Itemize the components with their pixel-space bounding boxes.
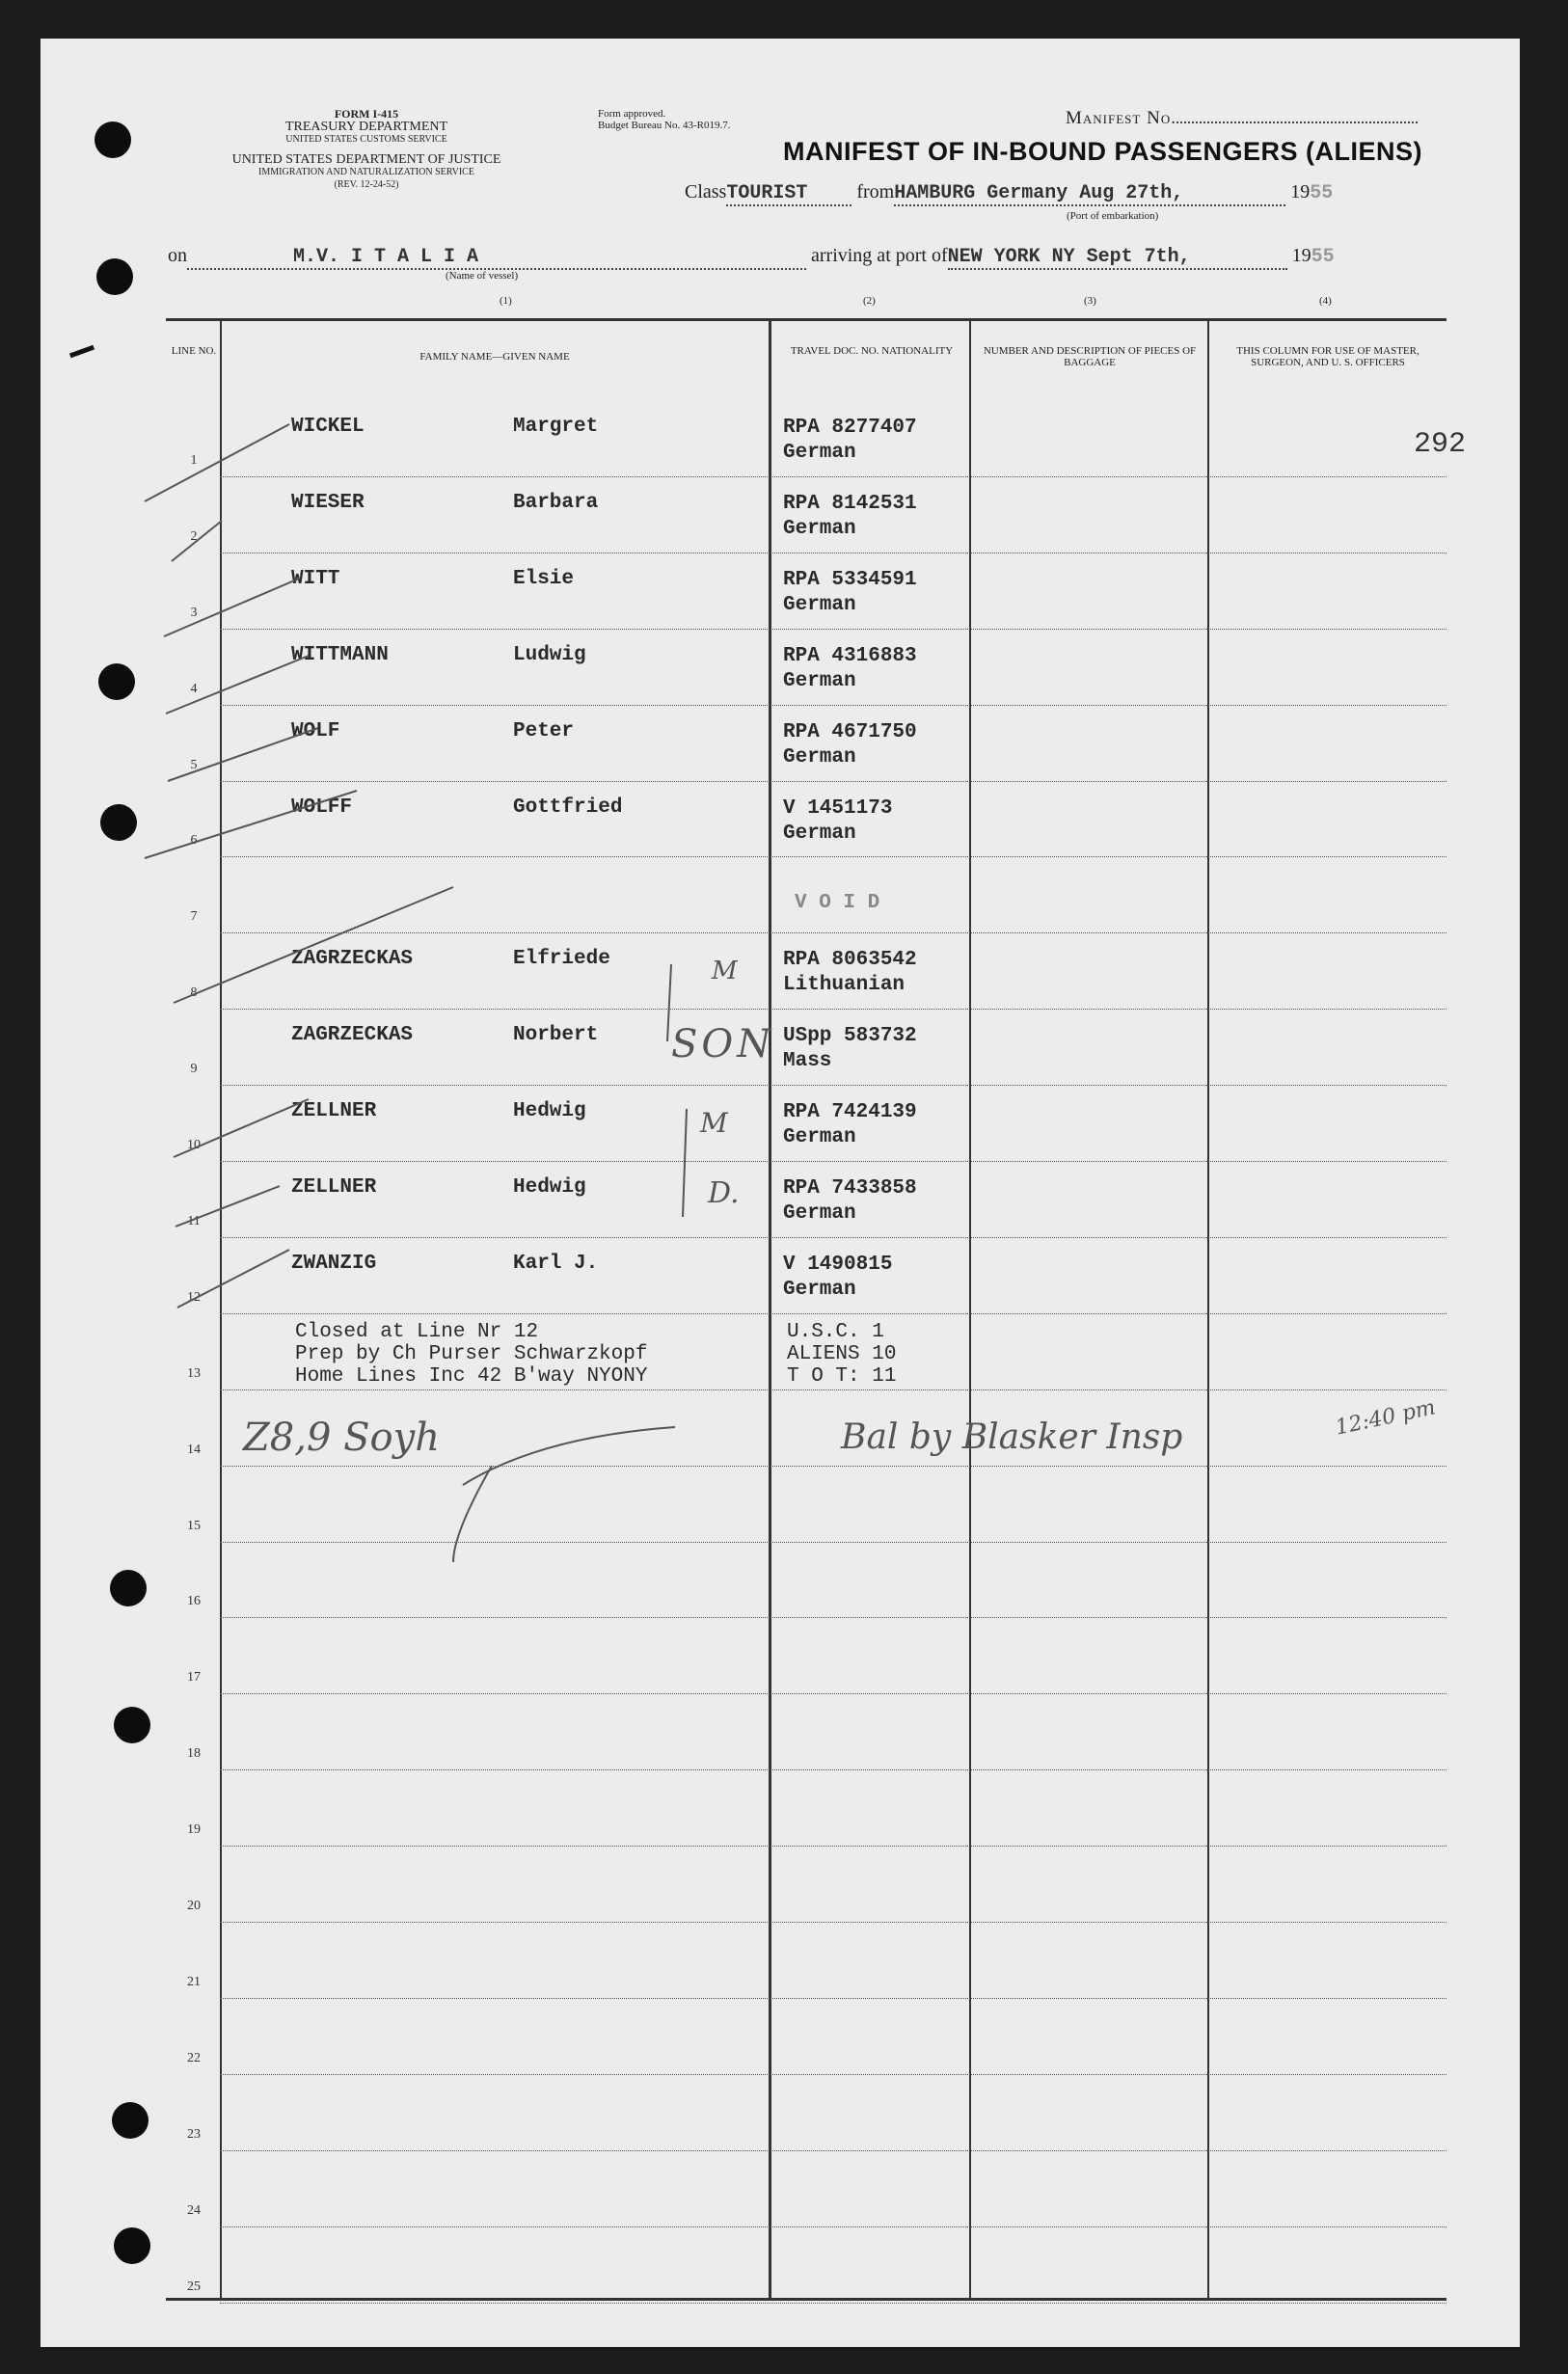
doc-number: RPA 4316883 [783, 644, 917, 667]
line-number: 13 [187, 1365, 201, 1381]
family-name: ZELLNER [291, 1100, 377, 1123]
row-divider [220, 1617, 1446, 1618]
nationality: German [783, 745, 856, 769]
row-divider [220, 2226, 1446, 2227]
binder-hole [96, 258, 133, 295]
travel-doc [783, 568, 917, 618]
col-num-4: (4) [1319, 295, 1332, 307]
total-usc: U.S.C. 1 [787, 1321, 884, 1343]
given-name: Margret [513, 416, 599, 438]
travel-doc [783, 1100, 917, 1150]
departure-year: 55 [1310, 182, 1334, 204]
vessel-line [168, 245, 1335, 270]
form-header-agency [154, 108, 579, 191]
doc-number: RPA 8063542 [783, 949, 917, 972]
family-name: ZELLNER [291, 1176, 377, 1199]
row-divider [220, 1998, 1446, 1999]
class-label: Class [685, 181, 727, 202]
row-divider [220, 781, 1446, 782]
row-divider [220, 2074, 1446, 2075]
line-number: 15 [187, 1518, 201, 1533]
binder-hole [114, 1707, 150, 1743]
line-number: 5 [190, 757, 198, 772]
line-number: 10 [187, 1138, 201, 1152]
nationality: German [783, 517, 856, 540]
treasury-label: TREASURY DEPARTMENT [284, 120, 448, 134]
class-value: TOURIST [726, 182, 808, 204]
binder-hole [98, 663, 135, 700]
family-name: WOLF [291, 719, 340, 742]
header-officers: THIS COLUMN FOR USE OF MASTER, SURGEON, AND U. S. OFFICERS [1236, 345, 1419, 368]
binder-hole [100, 804, 137, 841]
column-divider [1207, 318, 1209, 2298]
handwritten-m: M [712, 957, 738, 985]
ins-label: IMMIGRATION AND NATURALIZATION SERVICE [258, 167, 474, 177]
column-divider [969, 318, 971, 2298]
family-name: ZWANZIG [291, 1252, 377, 1275]
preparer-line: Prep by Ch Purser Schwarzkopf [295, 1343, 648, 1365]
travel-doc [783, 492, 917, 542]
travel-doc [783, 948, 917, 998]
justice-label: UNITED STATES DEPARTMENT OF JUSTICE [231, 152, 501, 167]
row-divider [220, 705, 1446, 706]
arrival-value: NEW YORK NY Sept 7th, [947, 246, 1191, 268]
row-divider [220, 1161, 1446, 1162]
vessel-sub-label: (Name of vessel) [446, 270, 519, 282]
line-number: 17 [187, 1670, 201, 1686]
travel-doc [783, 720, 917, 770]
year-prefix: 19 [1291, 245, 1311, 266]
doc-number: USpp 583732 [783, 1025, 917, 1048]
row-divider [220, 1389, 1446, 1390]
class-line [685, 181, 1333, 206]
row-divider [220, 1313, 1446, 1314]
line-number: 21 [187, 1974, 201, 1989]
row-divider [220, 1237, 1446, 1238]
budget-bureau-line: Budget Bureau No. 43-R019.7. [598, 120, 731, 131]
company-line: Home Lines Inc 42 B'way NYONY [295, 1365, 648, 1388]
header-line-no: LINE NO. [171, 345, 217, 357]
given-name: Ludwig [513, 643, 586, 666]
line-number: 7 [190, 909, 198, 925]
line-number: 18 [187, 1746, 201, 1762]
given-name: Elfriede [513, 948, 610, 971]
nationality: German [783, 669, 856, 692]
embarkation-value: HAMBURG Germany Aug 27th, [894, 182, 1184, 204]
line-number: 23 [187, 2126, 201, 2142]
doc-number: RPA 5334591 [783, 568, 917, 591]
doc-number: V 1490815 [783, 1253, 893, 1276]
line-number: 9 [190, 1062, 198, 1077]
row-divider [220, 1542, 1446, 1543]
line-number: 22 [187, 2050, 201, 2065]
nationality: German [783, 1126, 856, 1149]
given-name: Hedwig [513, 1176, 586, 1199]
row-divider [220, 629, 1446, 630]
line-number: 24 [187, 2202, 201, 2218]
totals [787, 1321, 896, 1388]
nationality: German [783, 442, 856, 464]
row-divider [220, 1769, 1446, 1770]
given-name: Hedwig [513, 1100, 586, 1123]
header-travel-doc: TRAVEL DOC. NO. NATIONALITY [790, 345, 954, 357]
family-name: WITTMANN [291, 643, 389, 666]
row-divider [220, 1009, 1446, 1010]
family-name: ZAGRZECKAS [291, 1024, 414, 1047]
row-divider [220, 932, 1446, 933]
line-number: 12 [187, 1289, 201, 1305]
row-divider [220, 1085, 1446, 1086]
doc-number: RPA 4671750 [783, 720, 917, 743]
row-divider [220, 1466, 1446, 1467]
column-divider [220, 318, 222, 2298]
given-name: Peter [513, 719, 575, 742]
revision-label: (REV. 12-24-52) [334, 179, 399, 190]
nationality: Mass [783, 1050, 832, 1073]
row-divider [220, 1846, 1446, 1847]
travel-doc [783, 416, 917, 466]
family-name: ZAGRZECKAS [291, 948, 414, 971]
binder-hole [112, 2102, 149, 2139]
line-number: 4 [190, 681, 198, 696]
header-baggage: NUMBER AND DESCRIPTION OF PIECES OF BAGGAGE [983, 345, 1197, 368]
nationality: German [783, 1202, 856, 1225]
handwritten-m-2: M [700, 1107, 728, 1139]
total-all: T O T: 11 [787, 1365, 897, 1388]
travel-doc [783, 891, 879, 916]
doc-number: RPA 8142531 [783, 492, 917, 515]
family-name: WIESER [291, 491, 365, 514]
row-divider [220, 1922, 1446, 1923]
manifest-no-label: Manifest No. [1066, 108, 1176, 128]
column-divider [769, 318, 771, 2298]
row-divider [220, 1693, 1446, 1694]
handwritten-d: D. [708, 1176, 740, 1210]
nationality: German [783, 593, 856, 616]
total-aliens: ALIENS 10 [787, 1343, 897, 1365]
travel-doc [783, 1024, 917, 1074]
nationality: Lithuanian [783, 974, 906, 997]
from-label: from [856, 181, 895, 202]
row-divider [220, 856, 1446, 857]
family-name: WICKEL [291, 416, 365, 438]
line-number: 16 [187, 1594, 201, 1609]
approval-line: Form approved. [598, 108, 666, 120]
travel-doc [783, 644, 917, 694]
given-name: Norbert [513, 1024, 599, 1047]
form-id: FORM I-415 [334, 107, 399, 121]
handwritten-son: SON [671, 1022, 775, 1066]
customs-label: UNITED STATES CUSTOMS SERVICE [285, 134, 447, 145]
line-number: 11 [187, 1213, 201, 1228]
binder-hole [114, 2227, 150, 2264]
line-number: 20 [187, 1899, 201, 1913]
col-num-3: (3) [1084, 295, 1096, 307]
page-title: MANIFEST OF IN-BOUND PASSENGERS (ALIENS) [783, 137, 1423, 166]
binder-hole [95, 121, 131, 158]
nationality: German [783, 822, 856, 845]
travel-doc [783, 1253, 892, 1303]
given-name: Barbara [513, 491, 599, 514]
doc-number: RPA 8277407 [783, 417, 917, 439]
arrival-year: 55 [1311, 246, 1335, 268]
handwritten-inspector: Bal by Blasker Insp [841, 1417, 1183, 1457]
family-name: WOLFF [291, 796, 353, 819]
on-label: on [168, 245, 187, 266]
closing-note [295, 1321, 647, 1388]
handwritten-line14-left: Z8,9 Soyh [243, 1416, 440, 1460]
given-name: Karl J. [513, 1252, 599, 1275]
page-number: 292 [1414, 428, 1467, 461]
col-num-2: (2) [863, 295, 876, 307]
form-approval [598, 108, 730, 131]
nationality: German [783, 1278, 856, 1301]
line-number: 14 [187, 1442, 201, 1457]
doc-number: V O I D [795, 892, 880, 915]
travel-doc [783, 1176, 917, 1227]
given-name: Elsie [513, 567, 575, 590]
arriving-label: arriving at port of [811, 245, 948, 266]
doc-number: V 1451173 [783, 796, 893, 820]
doc-number: RPA 7424139 [783, 1101, 917, 1124]
line-number: 6 [190, 833, 198, 849]
line-number: 25 [187, 2279, 201, 2294]
handwritten-time: 12:40 pm [1333, 1395, 1438, 1441]
given-name: Gottfried [513, 796, 623, 819]
line-number: 19 [187, 1822, 201, 1838]
row-divider [220, 2150, 1446, 2151]
col-num-1: (1) [500, 295, 512, 307]
row-divider [220, 476, 1446, 477]
line-number: 1 [190, 452, 198, 468]
year-prefix: 19 [1290, 181, 1311, 202]
line-number: 2 [190, 528, 198, 544]
line-number: 8 [190, 985, 198, 1001]
travel-doc [783, 796, 892, 847]
family-name: WITT [291, 567, 340, 590]
port-sub-label: (Port of embarkation) [1067, 210, 1159, 222]
doc-number: RPA 7433858 [783, 1177, 917, 1200]
row-divider [220, 2303, 1446, 2304]
header-name: FAMILY NAME—GIVEN NAME [419, 351, 570, 363]
binder-hole [110, 1570, 147, 1606]
vessel-name: M.V. I T A L I A [293, 246, 479, 268]
line-number: 3 [190, 605, 198, 620]
manifest-no-field [1066, 108, 1418, 129]
closing-line: Closed at Line Nr 12 [295, 1321, 539, 1343]
